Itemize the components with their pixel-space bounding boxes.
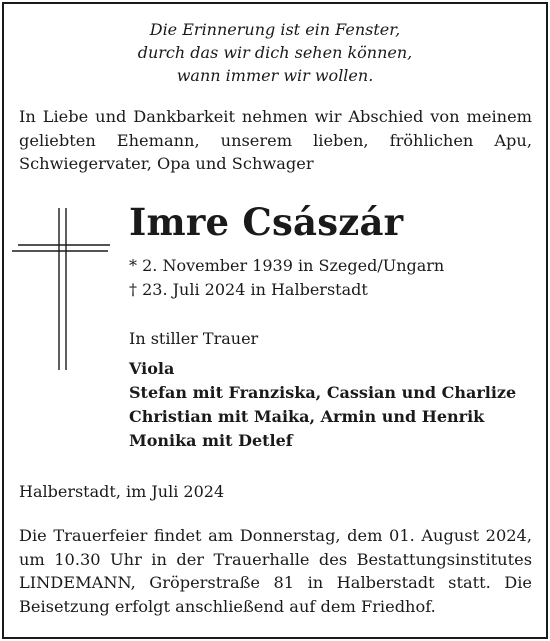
birth-date: * 2. November 1939 in Szeged/Ungarn	[129, 256, 445, 275]
poem-line: durch das wir dich sehen können,	[137, 43, 413, 62]
cross-icon	[12, 208, 112, 370]
mourners-list	[129, 357, 516, 453]
death-date: † 23. Juli 2024 in Halberstadt	[129, 280, 368, 299]
poem-line: Die Erinnerung ist ein Fenster,	[149, 20, 401, 39]
life-dates	[129, 254, 444, 302]
deceased-name: Imre Császár	[129, 200, 404, 244]
mourner-item: Monika mit Detlef	[129, 431, 293, 450]
mourning-label: In stiller Trauer	[129, 329, 259, 348]
funeral-info: Die Trauerfeier findet am Donnerstag, dem 01. August 2024, um 10.30 Uhr in der Trauerhalle des Bestattungsinstitutes LINDEMANN, Gröperstraße 81 in Halberstadt statt. Die Beisetzung erfolgt anschließend auf dem Friedhof.	[19, 526, 532, 616]
poem-line: wann immer wir wollen.	[176, 66, 374, 85]
place-date: Halberstadt, im Juli 2024	[19, 482, 225, 501]
farewell-intro: In Liebe und Dankbarkeit nehmen wir Abschied von meinem geliebten Ehemann, unserem lieben, fröhlichen Apu, Schwiegervater, Opa und Schwager	[19, 107, 532, 173]
memorial-poem	[0, 18, 550, 87]
mourner-item: Christian mit Maika, Armin und Henrik	[129, 407, 485, 426]
mourner-item: Viola	[129, 359, 175, 378]
mourner-item: Stefan mit Franziska, Cassian und Charlize	[129, 383, 517, 402]
